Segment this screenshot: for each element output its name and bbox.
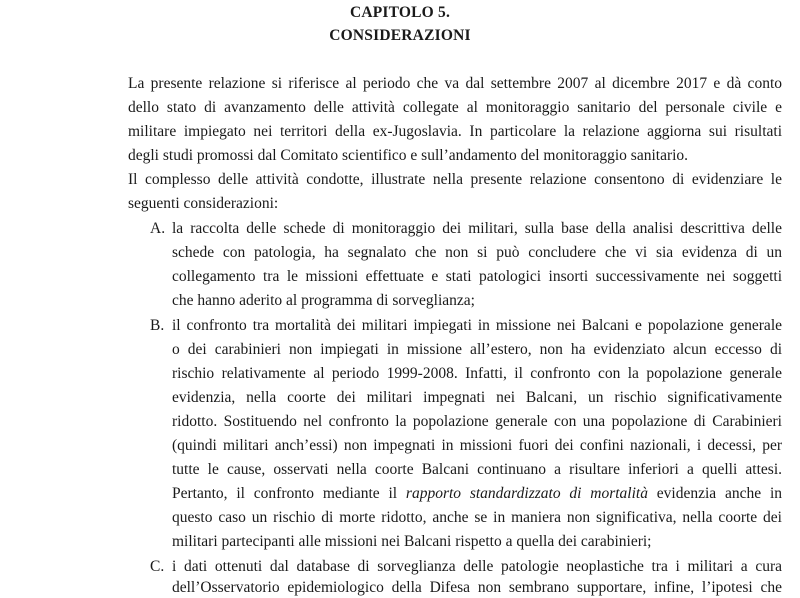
list-item-line: ridotto. Sostituendo nel confronto la popolazione generale con una popolazione di Carabinieri <box>172 413 782 430</box>
list-item-line: che hanno aderito al programma di sorveglianza; <box>172 292 475 309</box>
list-item-line-mixed <box>172 484 782 504</box>
chapter-number: CAPITOLO 5. <box>349 4 451 21</box>
list-item-line: evidenzia, nella coorte dei militari impegnati nei Balcani, un rischio significativamente <box>172 389 782 406</box>
list-marker: C. <box>150 558 165 575</box>
list-item-line: (quindi militari anch’essi) non impegnati in missioni fuori dei confini nazionali, i decessi, per <box>172 437 782 454</box>
intro-line: dello stato di avanzamento delle attività collegate al monitoraggio sanitario del personale civile e <box>128 99 782 116</box>
intro-line: Il complesso delle attività condotte, illustrate nella presente relazione consentono di evidenziare le <box>128 171 782 188</box>
list-item-line: questo caso un rischio di morte ridotto, anche se in maniera non significativa, nella coorte dei <box>172 509 782 526</box>
list-marker: B. <box>150 317 165 334</box>
list-item-line: o dei carabinieri non impiegati in missione all’estero, non ha evidenziato alcun eccesso di <box>172 341 782 358</box>
italic-term: rapporto standardizzato di mortalità <box>405 485 648 502</box>
list-item-line: rischio relativamente al periodo 1999-2008. Infatti, il confronto con la popolazione generale <box>172 365 782 382</box>
text-segment: evidenzia anche in <box>647 485 782 502</box>
list-marker: A. <box>150 220 166 237</box>
list-item-line: schede con patologia, ha segnalato che non si può concludere che vi sia evidenza di un <box>172 244 782 261</box>
intro-line: militare impiegato nei territori della ex-Jugoslavia. In particolare la relazione aggiorna sui risultati <box>128 123 782 140</box>
list-item-line: il confronto tra mortalità dei militari impiegati in missione nei Balcani e popolazione generale <box>172 317 782 334</box>
list-item-line: i dati ottenuti dal database di sorveglianza delle patologie neoplastiche tra i militari a cura <box>172 558 782 575</box>
list-item-line: dell’Osservatorio epidemiologico della Difesa non sembrano supportare, infine, l’ipotesi che <box>172 579 782 596</box>
list-item-line: collegamento tra le missioni effettuate e stati patologici insorti successivamente nei soggetti <box>172 268 782 285</box>
intro-line: degli studi promossi dal Comitato scientifico e sull’andamento del monitoraggio sanitario. <box>128 147 689 164</box>
list-item-line: la raccolta delle schede di monitoraggio dei militari, sulla base della analisi descrittiva delle <box>172 220 782 237</box>
intro-line: seguenti considerazioni: <box>128 195 279 212</box>
chapter-title: CONSIDERAZIONI <box>329 27 471 44</box>
list-item-line: tutte le cause, osservati nella coorte Balcani continuano a risultare inferiori a quelli attesi. <box>172 461 782 478</box>
intro-line: La presente relazione si riferisce al periodo che va dal settembre 2007 al dicembre 2017 e dà conto <box>128 75 782 92</box>
text-segment: Pertanto, il confronto mediante il <box>172 485 406 502</box>
list-item-line: militari partecipanti alle missioni nei Balcani rispetto a quella dei carabinieri; <box>172 533 652 550</box>
